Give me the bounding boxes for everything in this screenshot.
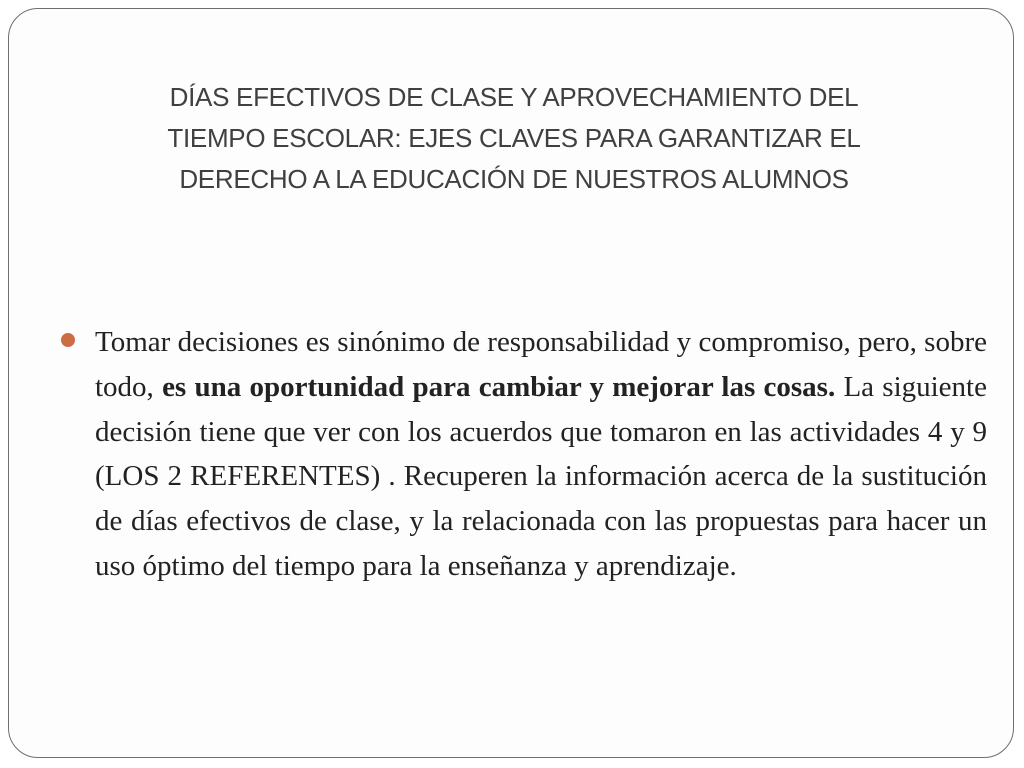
paragraph-text-start: Tomar decisiones es sinónimo de responsabilidad y compromiso, pero, sobre todo, — [95, 326, 987, 403]
bullet-dot-icon — [61, 333, 75, 347]
slide-title: DÍAS EFECTIVOS DE CLASE Y APROVECHAMIENTO DEL TIEMPO ESCOLAR: EJES CLAVES PARA GARANTIZAR EL DERECHO A LA EDUCACIÓN DE NUESTROS ALUMNOS — [167, 82, 861, 194]
paragraph-bold-text: es una oportunidad para cambiar y mejorar las cosas. — [162, 370, 836, 403]
bullet-paragraph — [95, 320, 987, 589]
paragraph-text-end: La siguiente decisión tiene que ver con los acuerdos que tomaron en las actividades 4 y 9 (LOS 2 REFERENTES) . Recuperen la información acerca de la sustitución de días efectivos de clase, y la relacionada con las propuestas para hacer un uso óptimo del tiempo para la enseñanza y aprendizaje. — [95, 370, 987, 582]
slide-frame — [8, 8, 1014, 758]
